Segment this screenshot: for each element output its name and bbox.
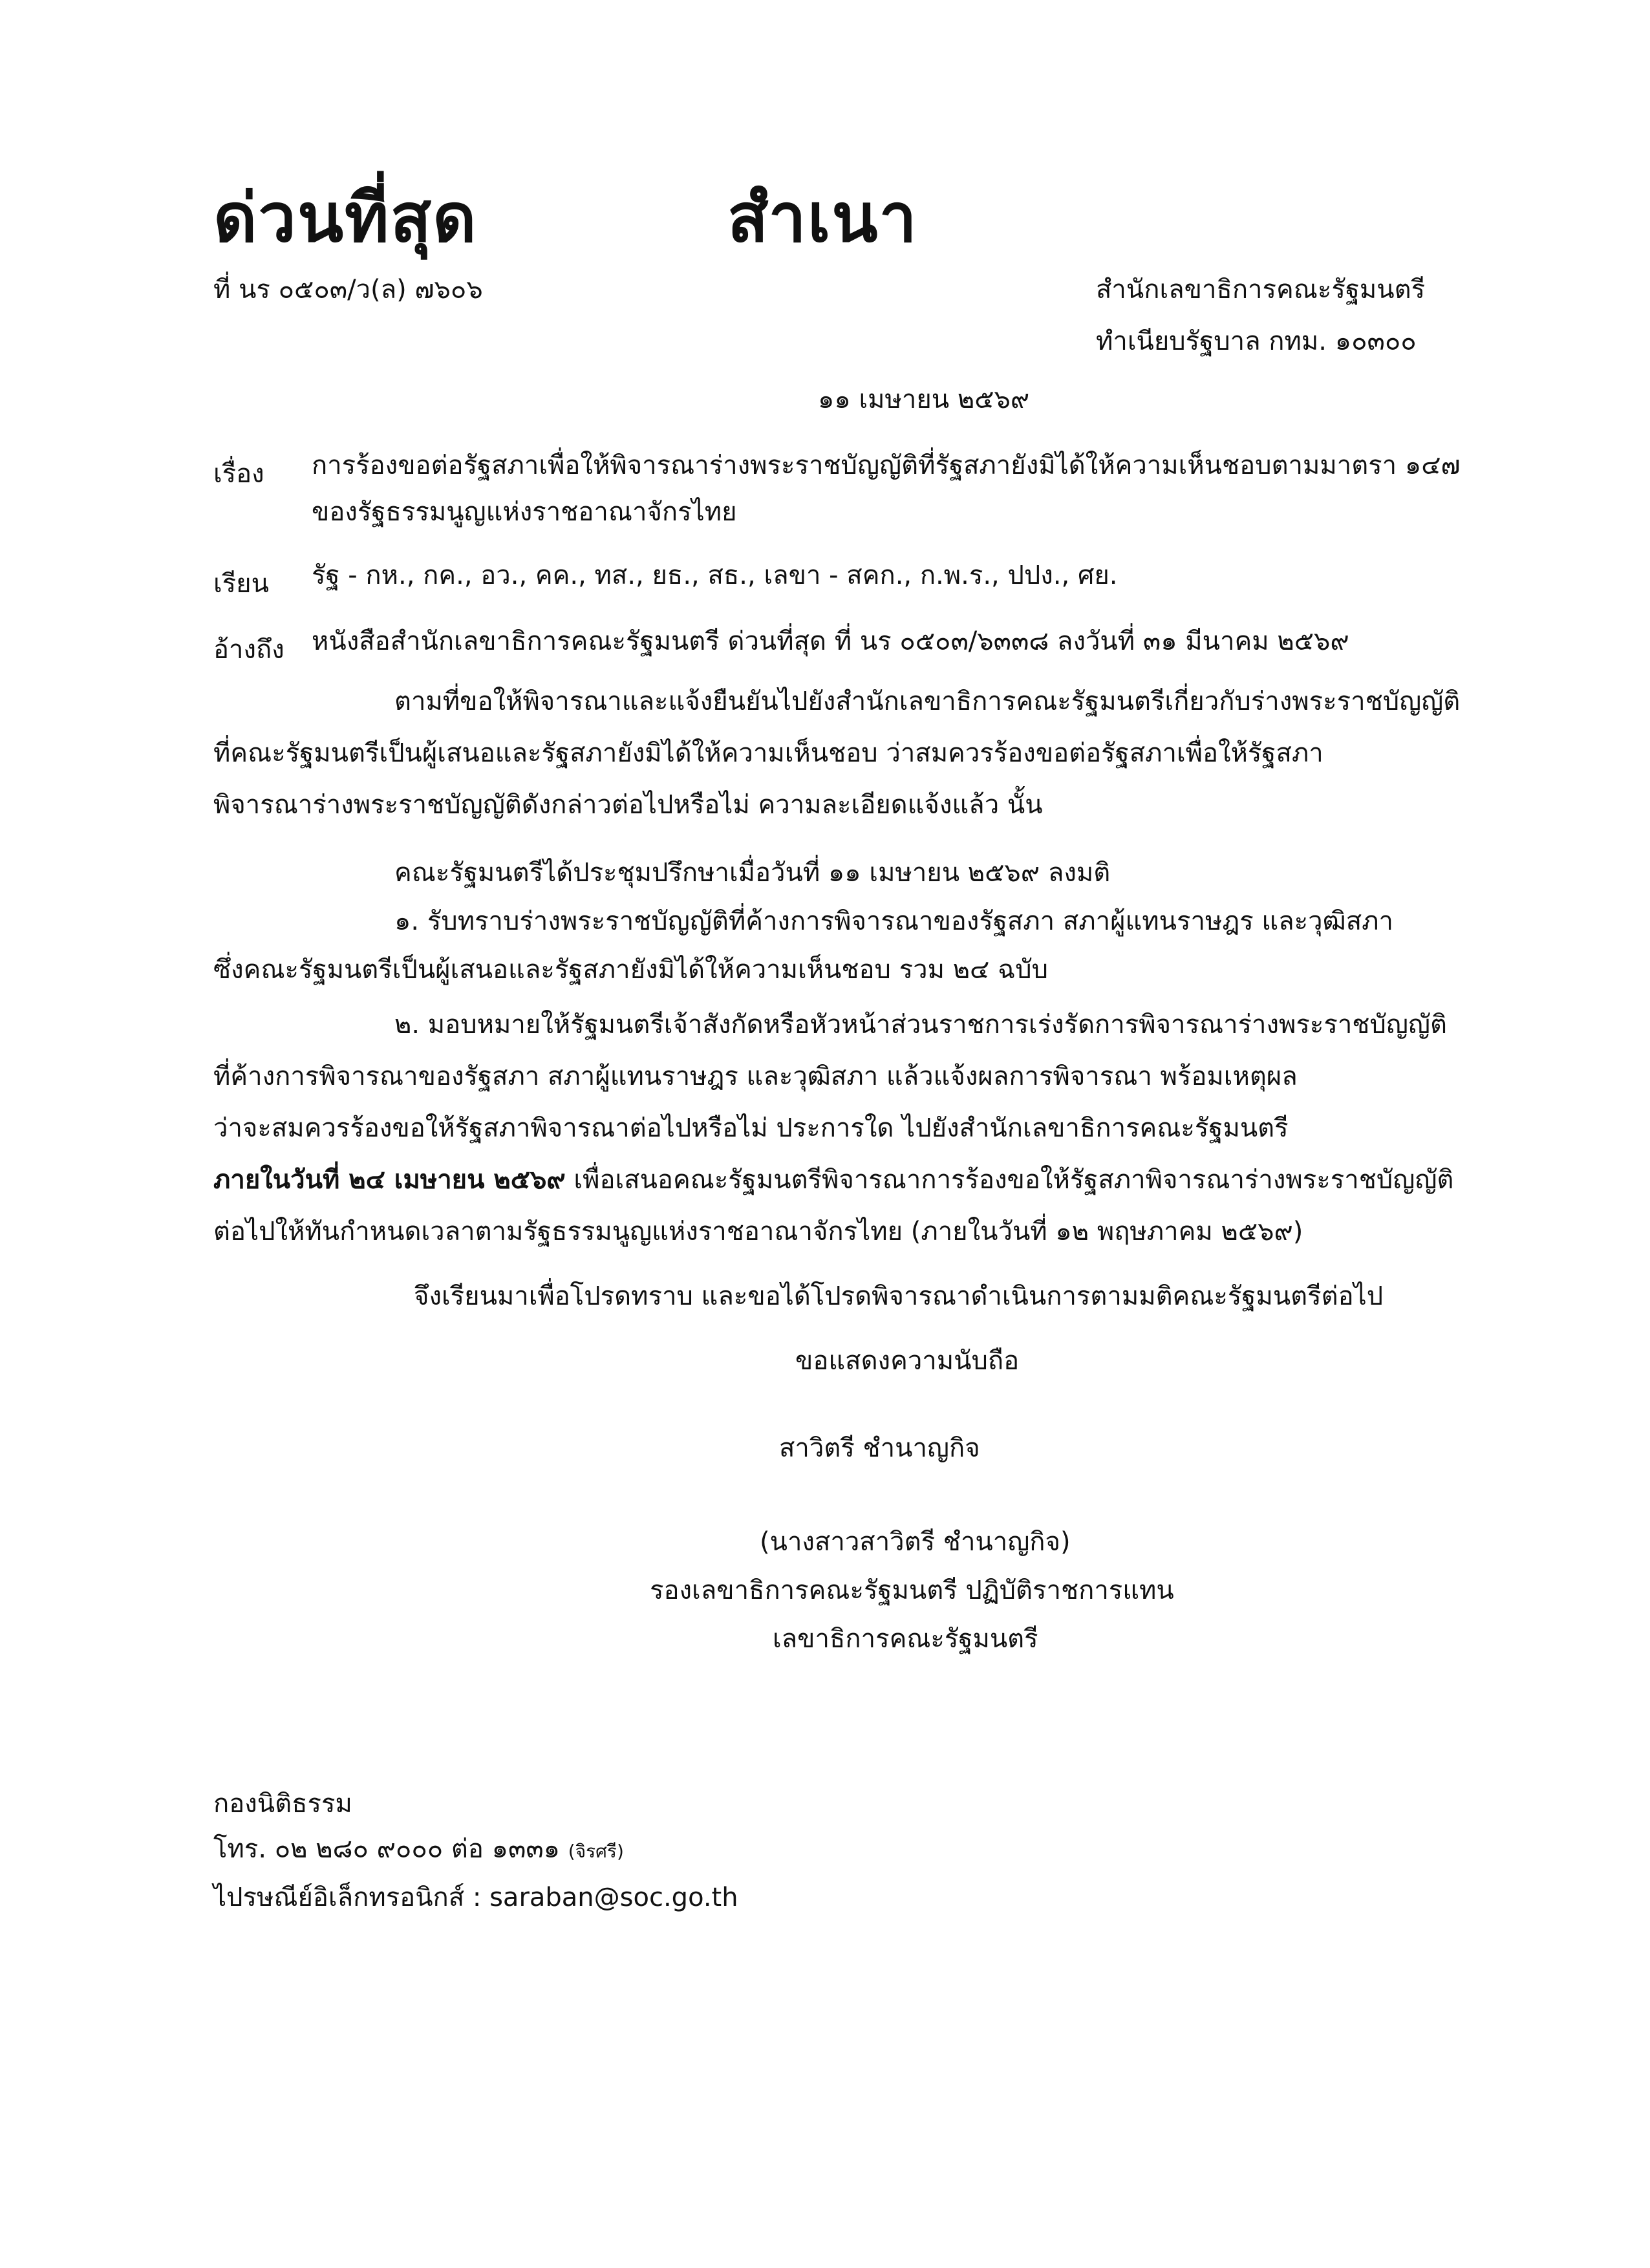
office-name: สำนักเลขาธิการคณะรัฐมนตรี [1096, 275, 1426, 305]
email-line [213, 1885, 738, 1910]
phone-contact: (จิรศรี) [568, 1841, 624, 1862]
closing-text: จึงเรียนมาเพื่อโปรดทราบ และขอได้โปรดพิจารณาดำเนินการตามมติคณะรัฐมนตรีต่อไป [414, 1281, 1384, 1311]
signed-name: สาวิตรี ชำนาญกิจ [779, 1433, 980, 1463]
item1-line-1: ๑. รับทราบร่างพระราชบัญญัติที่ค้างการพิจารณาของรัฐสภา สภาผู้แทนราษฎร และวุฒิสภา [394, 906, 1393, 936]
salutation: ขอแสดงความนับถือ [795, 1346, 1020, 1376]
recipient-text: รัฐ - กห., กค., อว., คค., ทส., ยธ., สธ., เลขา - สคก., ก.พ.ร., ปปง., ศย. [312, 561, 1118, 590]
para1-line-1: ตามที่ขอให้พิจารณาและแจ้งยืนยันไปยังสำนักเลขาธิการคณะรัฐมนตรีเกี่ยวกับร่างพระราชบัญญัติ [394, 687, 1461, 716]
document-number: ที่ นร ๐๕๐๓/ว(ล) ๗๖๐๖ [213, 275, 483, 305]
item2-line-5: ต่อไปให้ทันกำหนดเวลาตามรัฐธรรมนูญแห่งราชอาณาจักรไทย (ภายในวันที่ ๑๒ พฤษภาคม ๒๕๖๙) [213, 1217, 1303, 1246]
urgency-stamp: ด่วนที่สุด [213, 178, 478, 257]
phone-line [213, 1836, 624, 1862]
reference-label: อ้างถึง [213, 635, 284, 665]
item2-line-4 [213, 1167, 1453, 1193]
item2-line-4-rest: เพื่อเสนอคณะรัฐมนตรีพิจารณาการร้องขอให้รัฐสภาพิจารณาร่างพระราชบัญญัติ [565, 1165, 1454, 1195]
email-address[interactable]: saraban@soc.go.th [489, 1883, 738, 1912]
recipient-label: เรียน [213, 569, 269, 599]
copy-stamp: สำเนา [727, 178, 918, 257]
subject-line-1: การร้องขอต่อรัฐสภาเพื่อให้พิจารณาร่างพระราชบัญญัติที่รัฐสภายังมิได้ให้ความเห็นชอบตามมาตรา ๑๔๗ [312, 451, 1461, 480]
item1-line-2: ซึ่งคณะรัฐมนตรีเป็นผู้เสนอและรัฐสภายังมิได้ให้ความเห็นชอบ รวม ๒๔ ฉบับ [213, 955, 1049, 985]
division-name: กองนิติธรรม [213, 1789, 352, 1819]
office-address: ทำเนียบรัฐบาล กทม. ๑๐๓๐๐ [1096, 326, 1417, 356]
phone-number: โทร. ๐๒ ๒๘๐ ๙๐๐๐ ต่อ ๑๓๓๑ [213, 1834, 561, 1864]
para1-line-3: พิจารณาร่างพระราชบัญญัติดังกล่าวต่อไปหรือไม่ ความละเอียดแจ้งแล้ว นั้น [213, 790, 1043, 820]
deadline-bold: ภายในวันที่ ๒๔ เมษายน ๒๕๖๙ [213, 1165, 566, 1195]
item2-line-1: ๒. มอบหมายให้รัฐมนตรีเจ้าสังกัดหรือหัวหน้าส่วนราชการเร่งรัดการพิจารณาร่างพระราชบัญญัติ [394, 1010, 1447, 1040]
reference-text: หนังสือสำนักเลขาธิการคณะรัฐมนตรี ด่วนที่สุด ที่ นร ๐๕๐๓/๖๓๓๘ ลงวันที่ ๓๑ มีนาคม ๒๕๖๙ [312, 626, 1349, 656]
item2-line-3: ว่าจะสมควรร้องขอให้รัฐสภาพิจารณาต่อไปหรือไม่ ประการใด ไปยังสำนักเลขาธิการคณะรัฐมนตรี [213, 1113, 1289, 1143]
item2-line-2: ที่ค้างการพิจารณาของรัฐสภา สภาผู้แทนราษฎร และวุฒิสภา แล้วแจ้งผลการพิจารณา พร้อมเหตุผล [213, 1062, 1298, 1091]
signatory-position-1: รองเลขาธิการคณะรัฐมนตรี ปฏิบัติราชการแทน [650, 1576, 1174, 1605]
subject-line-2: ของรัฐธรรมนูญแห่งราชอาณาจักรไทย [312, 497, 737, 527]
signatory-position-2: เลขาธิการคณะรัฐมนตรี [773, 1624, 1038, 1654]
subject-label: เรื่อง [213, 459, 264, 489]
email-label: ไปรษณีย์อิเล็กทรอนิกส์ : [213, 1883, 482, 1912]
signatory-full-name: (นางสาวสาวิตรี ชำนาญกิจ) [760, 1527, 1071, 1557]
para2-resolution: คณะรัฐมนตรีได้ประชุมปรึกษาเมื่อวันที่ ๑๑ เมษายน ๒๕๖๙ ลงมติ [394, 858, 1111, 888]
para1-line-2: ที่คณะรัฐมนตรีเป็นผู้เสนอและรัฐสภายังมิได้ให้ความเห็นชอบ ว่าสมควรร้องขอต่อรัฐสภาเพื่อให้รัฐสภา [213, 738, 1323, 768]
document-date: ๑๑ เมษายน ๒๕๖๙ [818, 385, 1030, 414]
